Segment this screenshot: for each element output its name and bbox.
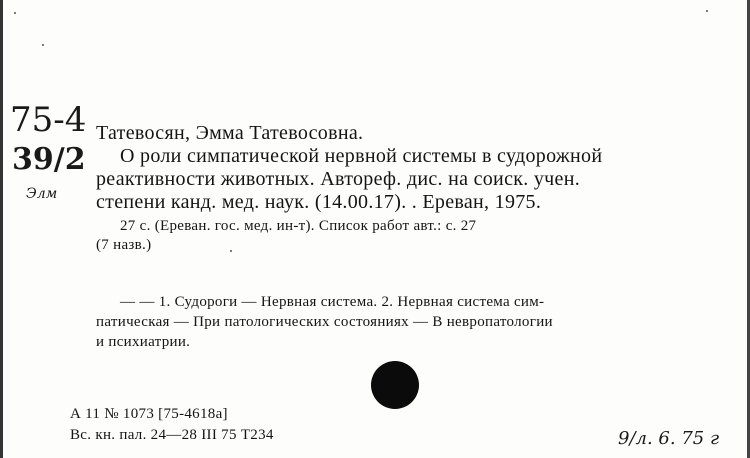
footer-line: А 11 № 1073 [75-4618а] <box>70 406 228 422</box>
punch-hole <box>371 361 419 409</box>
subject-line: — — 1. Судороги — Нервная система. 2. Нервная система сим- <box>120 294 545 310</box>
author-heading: Татевосян, Эмма Татевосовна. <box>96 122 364 144</box>
collation-line: (7 назв.) <box>96 237 152 253</box>
title-line: О роли симпатической нервной системы в судорожной <box>120 145 603 167</box>
handwritten-shelf-mark-small: Элм <box>26 186 58 202</box>
handwritten-bottom-note: 9/л. 6. 75 г <box>618 428 720 449</box>
footer-line: Вс. кн. пал. 24—28 III 75 Т234 <box>70 427 274 443</box>
subject-line: и психиатрии. <box>96 334 191 350</box>
title-line: степени канд. мед. наук. (14.00.17). . Ереван, 1975. <box>96 191 542 213</box>
speck <box>706 10 708 12</box>
speck <box>14 12 16 14</box>
handwritten-shelf-mark-mid: 39/2 <box>12 142 86 177</box>
card-left-edge <box>0 0 3 458</box>
handwritten-shelf-mark-top: 75-4 <box>10 100 87 140</box>
collation-line: 27 с. (Ереван. гос. мед. ин-т). Список работ авт.: с. 27 <box>120 218 477 234</box>
speck <box>42 44 44 46</box>
subject-line: патическая — При патологических состояниях — В невропатологии <box>96 314 553 330</box>
speck <box>230 250 232 252</box>
title-line: реактивности животных. Автореф. дис. на соиск. учен. <box>96 168 580 190</box>
